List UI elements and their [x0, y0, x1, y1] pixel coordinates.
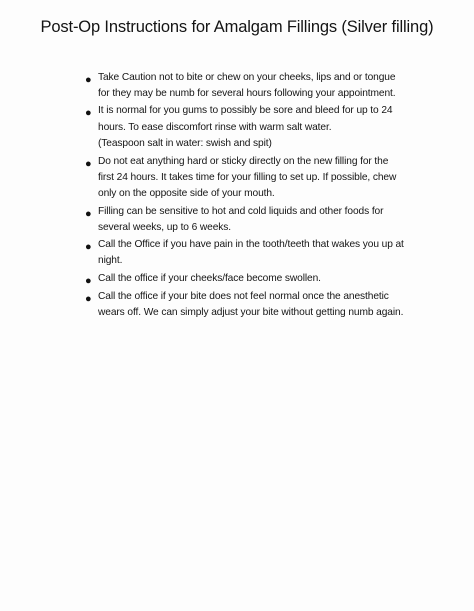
instruction-item-6 [85, 271, 437, 287]
bullet-icon: ● [85, 275, 92, 288]
instruction-line: hours. To ease discomfort rinse with warm salt water. [98, 121, 332, 133]
instruction-line: It is normal for you gums to possibly be sore and bleed for up to 24 [98, 105, 393, 117]
bullet-icon: ● [85, 207, 92, 220]
instruction-item-4 [85, 204, 437, 236]
instruction-line: Call the Office if you have pain in the tooth/teeth that wakes you up at [98, 239, 404, 251]
instruction-line: Take Caution not to bite or chew on your cheeks, lips and or tongue [98, 72, 396, 83]
instruction-line: several weeks, up to 6 weeks. [98, 221, 231, 233]
instruction-item-3 [85, 154, 437, 203]
instruction-line: first 24 hours. It takes time for your filling to set up. If possible, chew [98, 172, 397, 184]
instruction-line: for they may be numb for several hours following your appointment. [98, 88, 396, 100]
page-title: Post-Op Instructions for Amalgam Fillings (Silver filling) [40, 18, 434, 36]
instruction-line: Call the office if your cheeks/face become swollen. [98, 273, 321, 285]
bullet-icon: ● [85, 292, 92, 305]
instructions-list [85, 70, 437, 321]
bullet-icon: ● [85, 241, 92, 254]
instruction-line: only on the opposite side of your mouth. [98, 188, 275, 200]
instruction-line: Filling can be sensitive to hot and cold liquids and other foods for [98, 205, 384, 217]
instruction-item-5 [85, 237, 437, 269]
bullet-icon: ● [85, 74, 92, 86]
bullet-icon: ● [85, 158, 92, 171]
instruction-line: wears off. We can simply adjust your bite without getting numb again. [98, 306, 404, 318]
instruction-line: Call the office if your bite does not feel normal once the anesthetic [98, 290, 389, 302]
instruction-line: (Teaspoon salt in water: swish and spit) [98, 137, 272, 149]
instruction-item-2 [85, 103, 437, 152]
bullet-icon: ● [85, 107, 92, 120]
instruction-line: Do not eat anything hard or sticky directly on the new filling for the [98, 156, 389, 168]
instruction-line: night. [98, 255, 123, 267]
instruction-item-1 [85, 70, 437, 102]
instruction-item-7 [85, 289, 437, 321]
